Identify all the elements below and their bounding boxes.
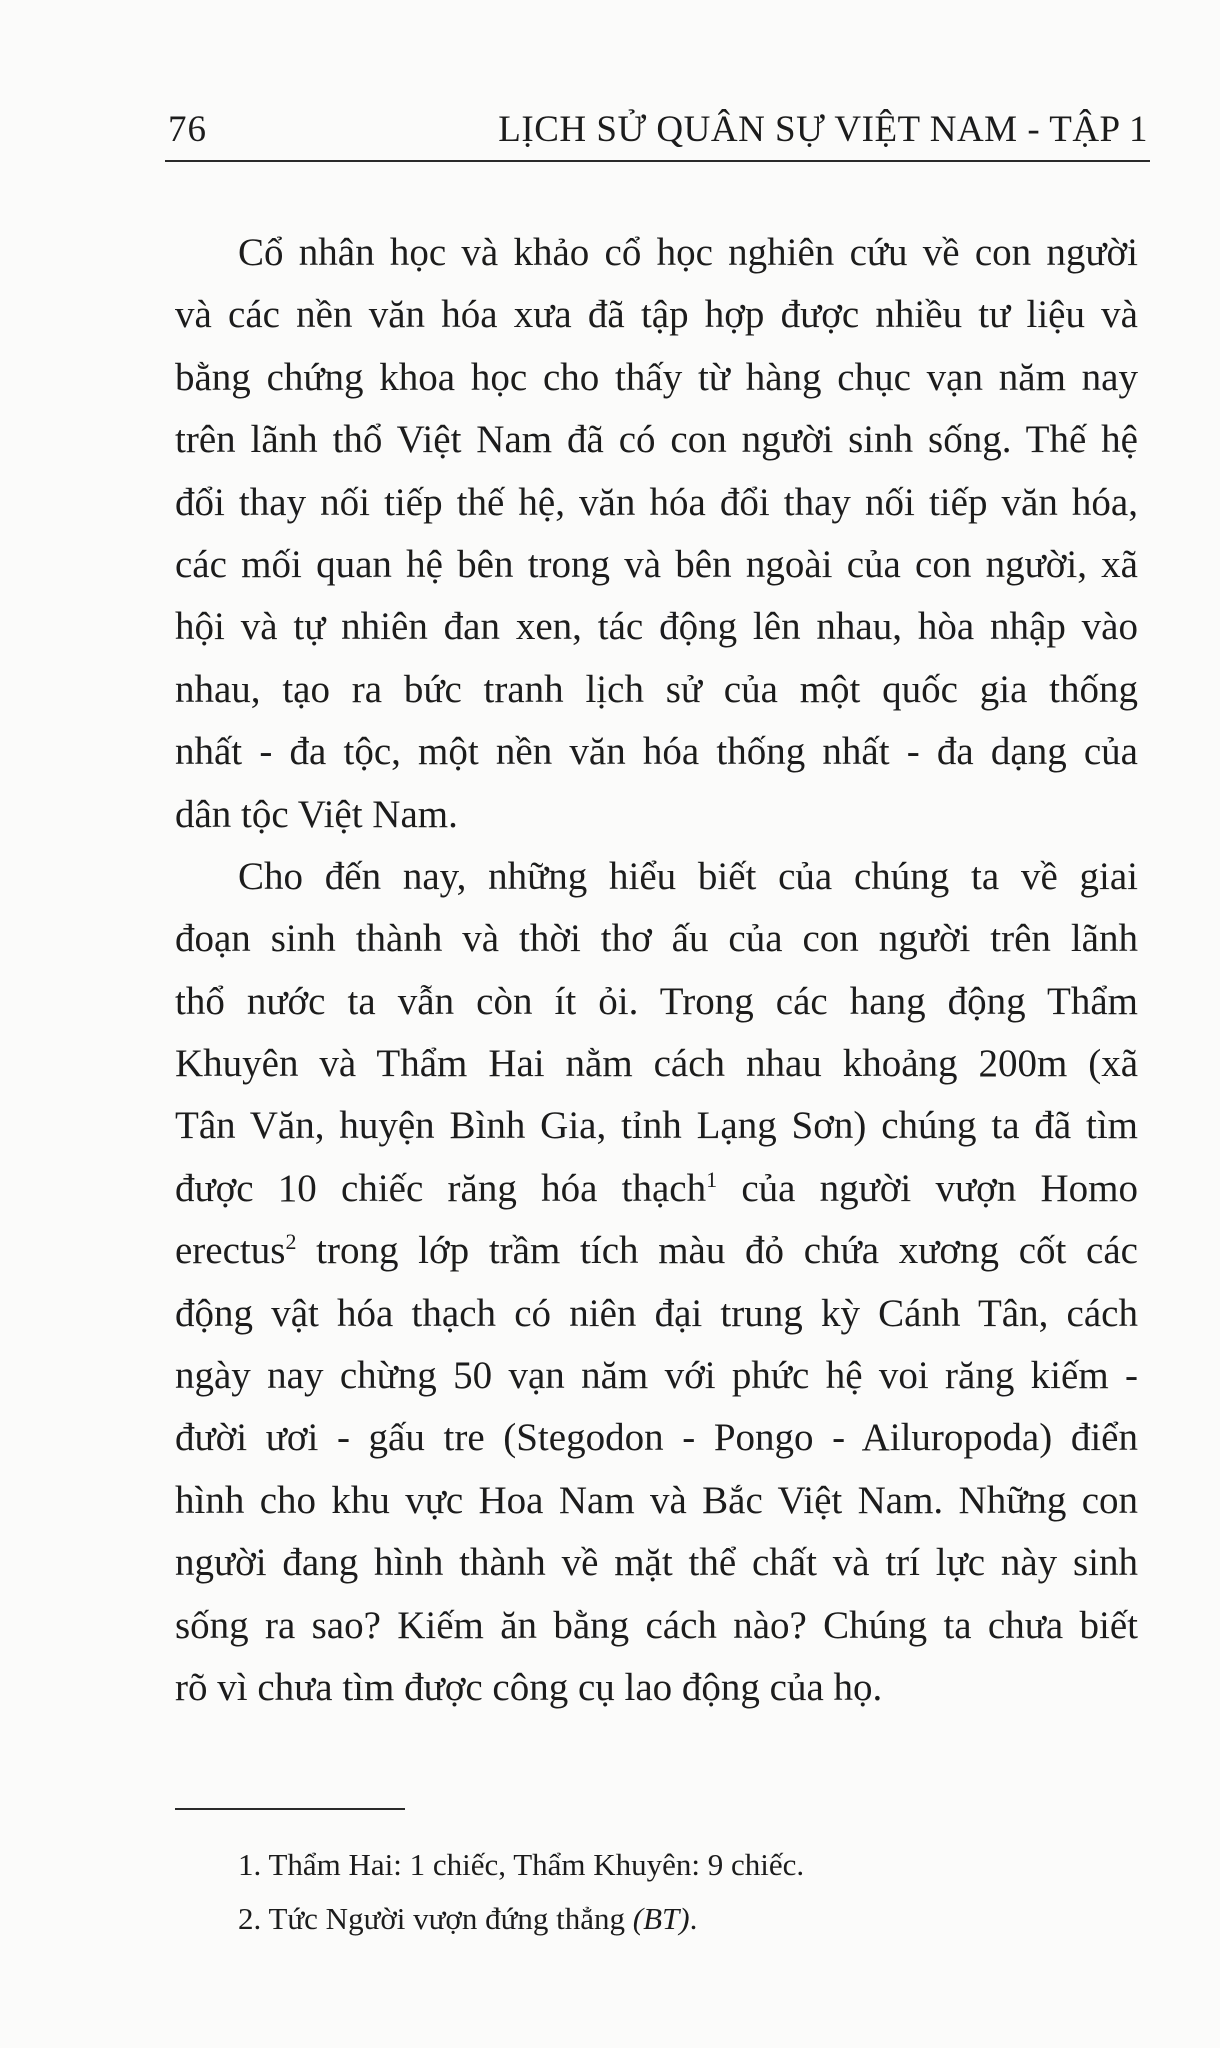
text-line: Cổ nhân học và khảo cổ học nghiên cứu về con người — [238, 231, 1138, 274]
text-line: nhất - đa tộc, một nền văn hóa thống nhất - đa dạng của — [175, 730, 1138, 774]
text-segment: được 10 chiếc răng hóa thạch — [175, 1166, 707, 1210]
footnotes — [238, 1838, 1138, 1946]
text-line: dân tộc Việt Nam. — [175, 792, 458, 836]
text-line: động vật hóa thạch có niên đại trung kỳ Cánh Tân, cách — [175, 1291, 1138, 1335]
text-line: rõ vì chưa tìm được công cụ lao động của họ. — [175, 1665, 883, 1709]
text-line: sống ra sao? Kiếm ăn bằng cách nào? Chúng ta chưa biết — [175, 1603, 1138, 1647]
page-header — [168, 98, 1148, 158]
footnote-text: 2. Tức Người vượn đứng thẳng — [238, 1901, 633, 1936]
text-line: thổ nước ta vẫn còn ít ỏi. Trong các hang động Thẩm — [175, 979, 1138, 1023]
page-number: 76 — [168, 109, 207, 150]
text-line: Khuyên và Thẩm Hai nằm cách nhau khoảng 200m (xã — [175, 1042, 1138, 1086]
footnote-ref-2: 2 — [285, 1229, 297, 1255]
text-segment: erectus — [175, 1229, 286, 1273]
paragraph-1 — [175, 222, 1138, 846]
text-line: Tân Văn, huyện Bình Gia, tỉnh Lạng Sơn) chúng ta đã tìm — [175, 1104, 1138, 1148]
text-line: nhau, tạo ra bức tranh lịch sử của một quốc gia thống — [175, 667, 1138, 711]
text-line: các mối quan hệ bên trong và bên ngoài của con người, xã — [175, 542, 1138, 586]
text-line: hội và tự nhiên đan xen, tác động lên nhau, hòa nhập vào — [175, 605, 1138, 649]
text-line: Cho đến nay, những hiểu biết của chúng ta về giai — [238, 854, 1138, 898]
text-line-with-footnote-1 — [175, 1158, 1138, 1220]
running-title: LỊCH SỬ QUÂN SỰ VIỆT NAM - TẬP 1 — [498, 109, 1148, 150]
text-line-with-footnote-2 — [175, 1220, 1138, 1282]
text-line: bằng chứng khoa học cho thấy từ hàng chục vạn năm nay — [175, 355, 1138, 399]
footnote-2 — [238, 1892, 1138, 1946]
footnote-end: . — [689, 1901, 698, 1936]
text-line: người đang hình thành về mặt thể chất và trí lực này sinh — [175, 1541, 1138, 1585]
text-line: hình cho khu vực Hoa Nam và Bắc Việt Nam. Những con — [175, 1478, 1138, 1522]
text-line: trên lãnh thổ Việt Nam đã có con người sinh sống. Thế hệ — [175, 418, 1138, 462]
text-line: và các nền văn hóa xưa đã tập hợp được nhiều tư liệu và — [175, 293, 1138, 337]
header-rule — [165, 160, 1150, 162]
footnote-ref-1: 1 — [706, 1166, 718, 1192]
text-line: ngày nay chừng 50 vạn năm với phức hệ voi răng kiếm - — [175, 1354, 1138, 1398]
footnote-1: 1. Thẩm Hai: 1 chiếc, Thẩm Khuyên: 9 chiếc. — [238, 1847, 805, 1882]
footnote-editor-mark: (BT) — [632, 1901, 690, 1936]
text-line: đoạn sinh thành và thời thơ ấu của con người trên lãnh — [175, 917, 1138, 961]
paragraph-2 — [175, 846, 1138, 1719]
body-text — [175, 222, 1138, 1719]
footnote-rule — [175, 1808, 405, 1810]
text-segment: của người vượn Homo — [717, 1166, 1138, 1210]
text-segment: trong lớp trầm tích màu đỏ chứa xương cốt các — [296, 1229, 1138, 1273]
text-line: đổi thay nối tiếp thế hệ, văn hóa đổi thay nối tiếp văn hóa, — [175, 480, 1138, 524]
text-line: đười ươi - gấu tre (Stegodon - Pongo - Ailuropoda) điển — [175, 1416, 1138, 1460]
